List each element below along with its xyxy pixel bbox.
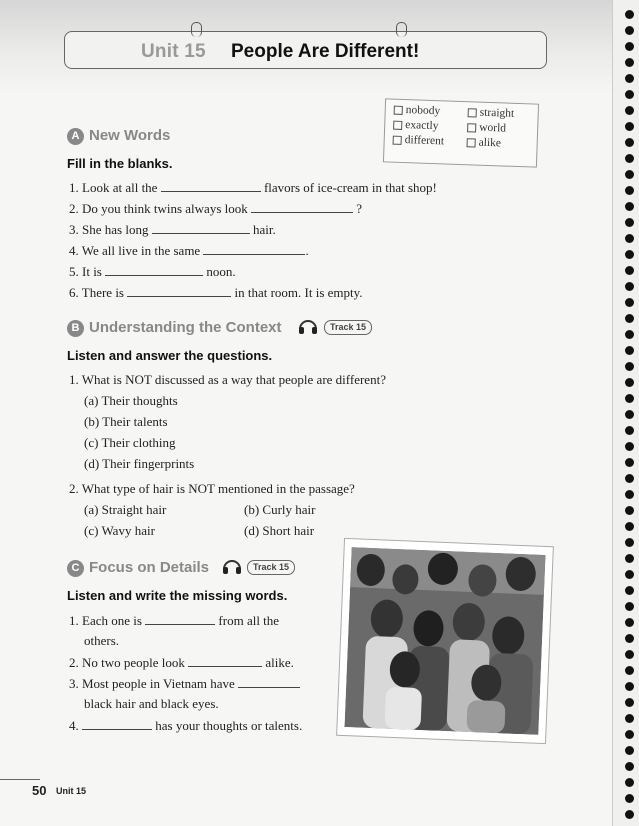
section-b-heading: Understanding the Context xyxy=(89,319,282,336)
crowd-photo xyxy=(336,538,554,744)
answer-blank[interactable] xyxy=(105,263,203,276)
section-c-instruction: Listen and write the missing words. xyxy=(67,588,288,603)
checkbox-icon xyxy=(468,108,477,117)
checkbox-icon xyxy=(393,120,402,129)
binding-hole-icon xyxy=(625,266,634,275)
binding-hole-icon xyxy=(625,378,634,387)
word-option: world xyxy=(467,121,506,134)
answer-option[interactable]: (d) Short hair xyxy=(244,523,315,538)
answer-option[interactable]: (c) Their clothing xyxy=(84,435,176,450)
missing-word-item: others. xyxy=(84,633,120,648)
missing-word-item: 2. No two people look alike. xyxy=(69,655,294,670)
missing-word-item: 4. has your thoughts or talents. xyxy=(69,718,303,733)
section-c-badge: C xyxy=(67,560,84,577)
word-option: straight xyxy=(468,106,515,120)
binding-hole-icon xyxy=(625,410,634,419)
answer-blank[interactable] xyxy=(161,179,261,192)
binding-hole-icon xyxy=(625,762,634,771)
fill-blank-item: 4. We all live in the same . xyxy=(69,243,309,258)
binding-hole-icon xyxy=(625,794,634,803)
unit-label: Unit 15 xyxy=(141,41,206,62)
binding-hole-icon xyxy=(625,186,634,195)
binding-hole-icon xyxy=(625,442,634,451)
binding-hole-icon xyxy=(625,538,634,547)
missing-word-item: 3. Most people in Vietnam have xyxy=(69,675,300,692)
binding-hole-icon xyxy=(625,170,634,179)
binding-hole-icon xyxy=(625,506,634,515)
spiral-binding xyxy=(612,0,639,826)
missing-word-item: 1. Each one is from all the xyxy=(69,613,280,628)
answer-blank[interactable] xyxy=(127,284,231,297)
binding-hole-icon xyxy=(625,234,634,243)
binding-hole-icon xyxy=(625,42,634,51)
binding-hole-icon xyxy=(625,426,634,435)
binding-hole-icon xyxy=(625,314,634,323)
binder-ring-icon xyxy=(396,22,407,37)
question-text: 2. What type of hair is NOT mentioned in the passage? xyxy=(69,481,355,496)
headphones-icon xyxy=(221,557,243,575)
answer-option[interactable]: (a) Straight hair xyxy=(84,502,167,517)
checkbox-icon xyxy=(394,106,403,115)
word-option: nobody xyxy=(394,104,441,118)
binding-hole-icon xyxy=(625,106,634,115)
fill-blank-item: 3. She has long hair. xyxy=(69,222,276,237)
binding-hole-icon xyxy=(625,666,634,675)
binding-hole-icon xyxy=(625,346,634,355)
section-b-instruction: Listen and answer the questions. xyxy=(67,348,273,363)
word-option: alike xyxy=(466,136,501,149)
binding-hole-icon xyxy=(625,602,634,611)
answer-option[interactable]: (c) Wavy hair xyxy=(84,523,155,538)
binding-hole-icon xyxy=(625,58,634,67)
track-badge[interactable]: Track 15 xyxy=(324,320,372,335)
headphones-icon xyxy=(297,317,319,335)
binding-hole-icon xyxy=(625,746,634,755)
answer-blank[interactable] xyxy=(152,221,250,234)
fill-blank-item: 6. There is in that room. It is empty. xyxy=(69,285,363,300)
footer-rule xyxy=(0,779,40,780)
word-option: different xyxy=(393,134,445,148)
answer-option[interactable]: (b) Their talents xyxy=(84,414,168,429)
binding-hole-icon xyxy=(625,10,634,19)
binding-hole-icon xyxy=(625,74,634,83)
binding-hole-icon xyxy=(625,90,634,99)
binding-hole-icon xyxy=(625,714,634,723)
binding-hole-icon xyxy=(625,474,634,483)
checkbox-icon xyxy=(393,135,402,144)
page-number: 50 xyxy=(32,783,47,798)
answer-blank[interactable] xyxy=(188,654,262,667)
binding-hole-icon xyxy=(625,522,634,531)
binding-hole-icon xyxy=(625,394,634,403)
section-c-heading: Focus on Details xyxy=(89,559,210,576)
fill-blank-item: 1. Look at all the flavors of ice-cream in that shop! xyxy=(69,180,437,195)
binding-hole-icon xyxy=(625,202,634,211)
binding-hole-icon xyxy=(625,218,634,227)
binding-hole-icon xyxy=(625,26,634,35)
answer-blank[interactable] xyxy=(251,200,353,213)
binding-hole-icon xyxy=(625,490,634,499)
fill-blank-item: 5. It is noon. xyxy=(69,264,236,279)
word-box xyxy=(383,98,539,167)
binding-hole-icon xyxy=(625,458,634,467)
binding-hole-icon xyxy=(625,778,634,787)
answer-option[interactable]: (a) Their thoughts xyxy=(84,393,178,408)
answer-option[interactable]: (d) Their fingerprints xyxy=(84,456,195,471)
track-badge[interactable]: Track 15 xyxy=(247,560,295,575)
binding-hole-icon xyxy=(625,282,634,291)
section-a-badge: A xyxy=(67,128,84,145)
binding-hole-icon xyxy=(625,650,634,659)
binding-hole-icon xyxy=(625,122,634,131)
question-text: 1. What is NOT discussed as a way that people are different? xyxy=(69,372,386,387)
footer-unit: Unit 15 xyxy=(56,786,87,796)
binding-hole-icon xyxy=(625,554,634,563)
binder-ring-icon xyxy=(191,22,202,37)
answer-blank[interactable] xyxy=(82,717,152,730)
word-option: exactly xyxy=(393,119,439,133)
missing-word-item: black hair and black eyes. xyxy=(84,696,219,711)
binding-hole-icon xyxy=(625,618,634,627)
checkbox-icon xyxy=(467,138,476,147)
fill-blank-item: 2. Do you think twins always look ? xyxy=(69,201,363,216)
binding-hole-icon xyxy=(625,634,634,643)
section-a-instruction: Fill in the blanks. xyxy=(67,156,173,171)
page-title: People Are Different! xyxy=(231,41,420,62)
binding-hole-icon xyxy=(625,154,634,163)
binding-hole-icon xyxy=(625,682,634,691)
binding-hole-icon xyxy=(625,698,634,707)
binding-hole-icon xyxy=(625,330,634,339)
answer-blank[interactable] xyxy=(145,612,215,625)
section-b-badge: B xyxy=(67,320,84,337)
binding-hole-icon xyxy=(625,810,634,819)
answer-option[interactable]: (b) Curly hair xyxy=(244,502,316,517)
binding-hole-icon xyxy=(625,586,634,595)
binding-hole-icon xyxy=(625,362,634,371)
binding-hole-icon xyxy=(625,730,634,739)
answer-blank[interactable] xyxy=(203,242,305,255)
binding-hole-icon xyxy=(625,570,634,579)
binding-hole-icon xyxy=(625,250,634,259)
checkbox-icon xyxy=(467,123,476,132)
binding-hole-icon xyxy=(625,298,634,307)
answer-blank[interactable] xyxy=(238,675,300,688)
section-a-heading: New Words xyxy=(89,127,171,144)
binding-hole-icon xyxy=(625,138,634,147)
